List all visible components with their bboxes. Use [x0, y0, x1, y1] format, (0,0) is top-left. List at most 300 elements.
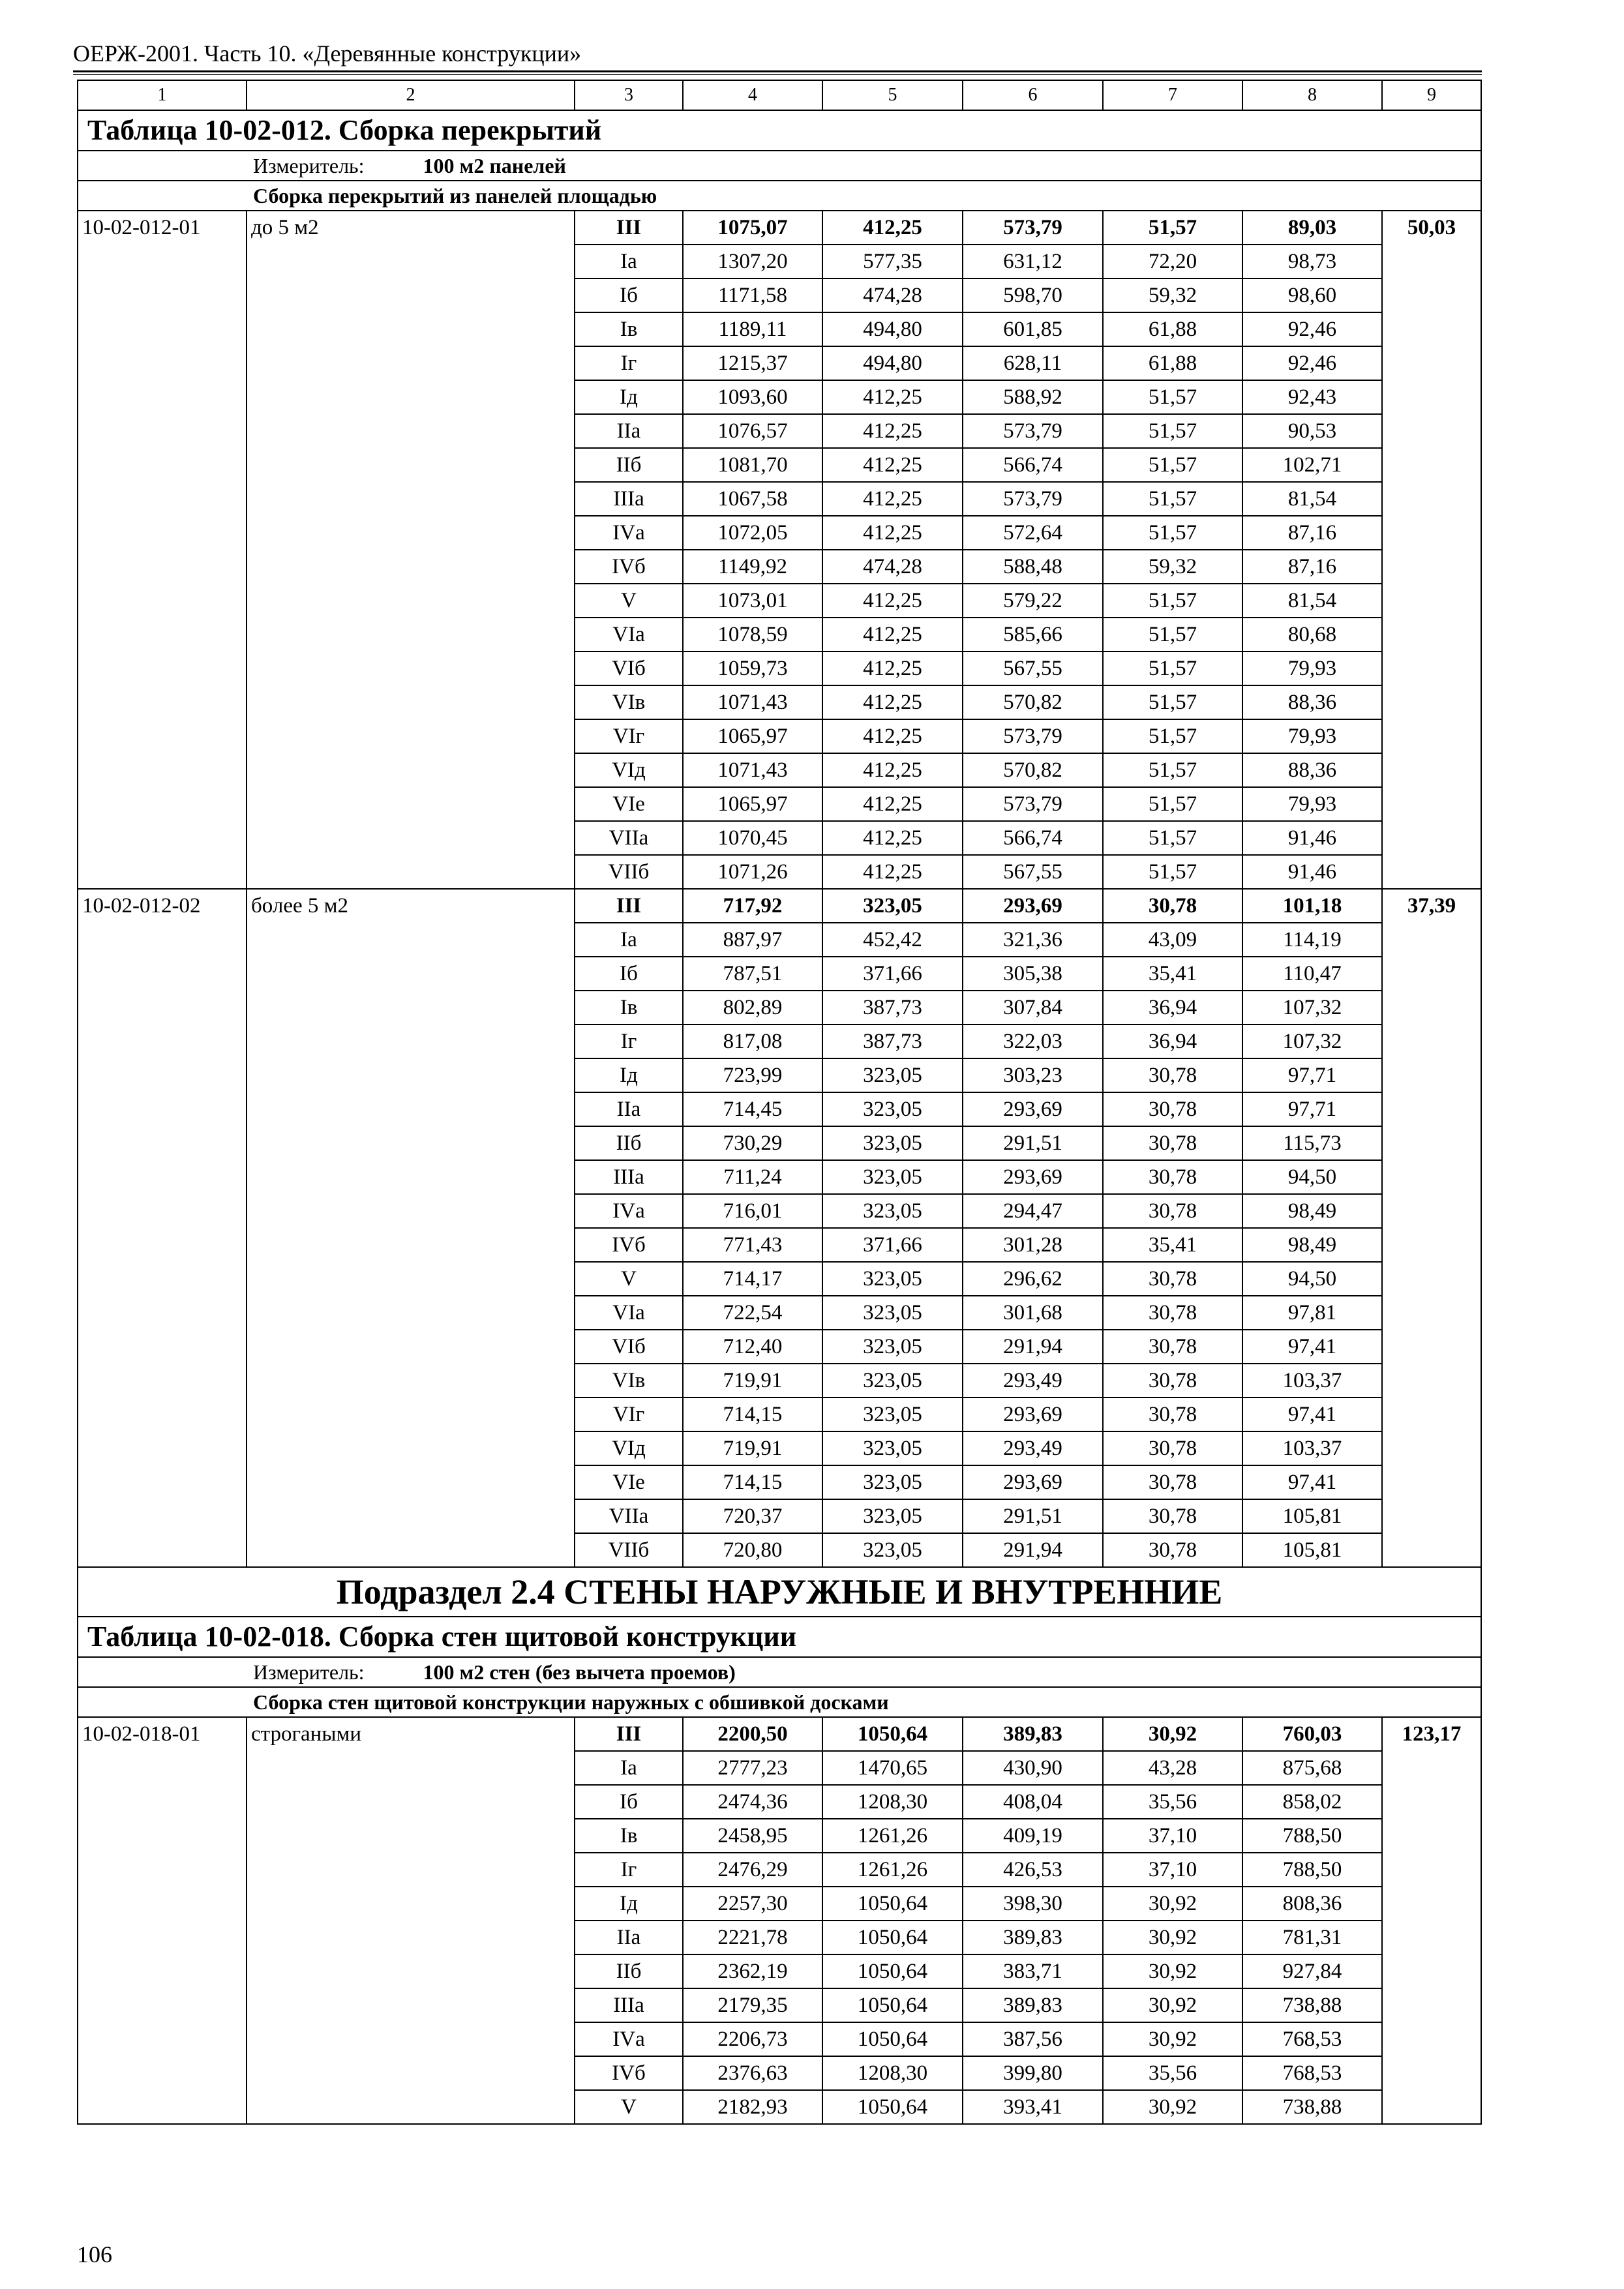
value-cell: 323,05 — [822, 1330, 963, 1364]
value-cell: 566,74 — [963, 821, 1103, 855]
value-cell: 1076,57 — [683, 414, 822, 448]
value-cell: 393,41 — [963, 2090, 1103, 2124]
value-cell: 1050,64 — [822, 2090, 963, 2124]
value-cell: 321,36 — [963, 923, 1103, 957]
value-cell: 103,37 — [1242, 1364, 1382, 1398]
value-cell: 35,41 — [1103, 1228, 1242, 1262]
value-cell: 97,41 — [1242, 1398, 1382, 1431]
rate-code: 10-02-018-01 — [78, 1717, 247, 2124]
zone-cell: IVа — [575, 1194, 683, 1228]
value-cell: 1050,64 — [822, 1954, 963, 1988]
value-cell: 51,57 — [1103, 584, 1242, 618]
value-cell: 97,71 — [1242, 1058, 1382, 1092]
value-cell: 631,12 — [963, 245, 1103, 278]
value-cell: 105,81 — [1242, 1533, 1382, 1567]
zone-cell: IVб — [575, 1228, 683, 1262]
value-cell: 2206,73 — [683, 2022, 822, 2056]
value-cell: 35,56 — [1103, 2056, 1242, 2090]
value-cell: 30,78 — [1103, 1126, 1242, 1160]
value-cell: 307,84 — [963, 991, 1103, 1025]
value-cell: 323,05 — [822, 1533, 963, 1567]
value-cell: 323,05 — [822, 1364, 963, 1398]
zone-cell: Iб — [575, 957, 683, 991]
value-cell: 430,90 — [963, 1751, 1103, 1785]
value-cell: 383,71 — [963, 1954, 1103, 1988]
zone-cell: Iд — [575, 1887, 683, 1921]
value-cell: 323,05 — [822, 1126, 963, 1160]
value-cell: 97,71 — [1242, 1092, 1382, 1126]
value-cell: 101,18 — [1242, 889, 1382, 923]
value-cell: 30,78 — [1103, 1296, 1242, 1330]
value-cell: 412,25 — [822, 753, 963, 787]
value-cell: 1073,01 — [683, 584, 822, 618]
value-cell: 305,38 — [963, 957, 1103, 991]
zone-cell: Iа — [575, 245, 683, 278]
value-cell: 1149,92 — [683, 550, 822, 584]
value-cell: 110,47 — [1242, 957, 1382, 991]
value-cell: 323,05 — [822, 1499, 963, 1533]
column-number: 8 — [1242, 80, 1382, 110]
col9-value: 37,39 — [1382, 889, 1481, 1567]
value-cell: 296,62 — [963, 1262, 1103, 1296]
value-cell: 570,82 — [963, 753, 1103, 787]
table-title: Таблица 10-02-012. Сборка перекрытий — [78, 110, 1481, 151]
value-cell: 322,03 — [963, 1025, 1103, 1058]
value-cell: 94,50 — [1242, 1262, 1382, 1296]
value-cell: 1050,64 — [822, 1921, 963, 1954]
header-rule-thin — [73, 74, 1482, 75]
value-cell: 59,32 — [1103, 550, 1242, 584]
value-cell: 787,51 — [683, 957, 822, 991]
value-cell: 293,69 — [963, 1160, 1103, 1194]
rate-name: более 5 м2 — [247, 889, 575, 1567]
zone-cell: VIIб — [575, 855, 683, 889]
value-cell: 452,42 — [822, 923, 963, 957]
value-cell: 2458,95 — [683, 1819, 822, 1853]
value-cell: 567,55 — [963, 855, 1103, 889]
value-cell: 720,37 — [683, 1499, 822, 1533]
value-cell: 1072,05 — [683, 516, 822, 550]
value-cell: 412,25 — [822, 651, 963, 685]
value-cell: 37,10 — [1103, 1819, 1242, 1853]
value-cell: 97,81 — [1242, 1296, 1382, 1330]
value-cell: 30,78 — [1103, 1533, 1242, 1567]
table-title: Таблица 10-02-018. Сборка стен щитовой конструкции — [78, 1617, 1481, 1657]
value-cell: 79,93 — [1242, 719, 1382, 753]
value-cell: 601,85 — [963, 312, 1103, 346]
table-row — [78, 889, 1481, 923]
value-cell: 398,30 — [963, 1887, 1103, 1921]
value-cell: 51,57 — [1103, 414, 1242, 448]
value-cell: 102,71 — [1242, 448, 1382, 482]
value-cell: 1065,97 — [683, 787, 822, 821]
zone-cell: VIб — [575, 651, 683, 685]
value-cell: 1067,58 — [683, 482, 822, 516]
value-cell: 412,25 — [822, 380, 963, 414]
value-cell: 97,41 — [1242, 1465, 1382, 1499]
value-cell: 412,25 — [822, 855, 963, 889]
value-cell: 80,68 — [1242, 618, 1382, 651]
value-cell: 714,45 — [683, 1092, 822, 1126]
value-cell: 323,05 — [822, 1092, 963, 1126]
value-cell: 323,05 — [822, 1465, 963, 1499]
value-cell: 412,25 — [822, 211, 963, 245]
value-cell: 98,73 — [1242, 245, 1382, 278]
value-cell: 412,25 — [822, 448, 963, 482]
value-cell: 2182,93 — [683, 2090, 822, 2124]
value-cell: 92,43 — [1242, 380, 1382, 414]
zone-cell: IVа — [575, 516, 683, 550]
value-cell: 412,25 — [822, 719, 963, 753]
value-cell: 426,53 — [963, 1853, 1103, 1887]
meter-row — [78, 151, 1481, 181]
value-cell: 887,97 — [683, 923, 822, 957]
value-cell: 389,83 — [963, 1717, 1103, 1751]
value-cell: 817,08 — [683, 1025, 822, 1058]
zone-cell: IVа — [575, 2022, 683, 2056]
value-cell: 474,28 — [822, 278, 963, 312]
value-cell: 81,54 — [1242, 584, 1382, 618]
zone-cell: Iв — [575, 991, 683, 1025]
value-cell: 1470,65 — [822, 1751, 963, 1785]
zone-cell: VIв — [575, 685, 683, 719]
value-cell: 573,79 — [963, 787, 1103, 821]
value-cell: 1215,37 — [683, 346, 822, 380]
value-cell: 717,92 — [683, 889, 822, 923]
value-cell: 30,78 — [1103, 1092, 1242, 1126]
value-cell: 61,88 — [1103, 312, 1242, 346]
page-number: 106 — [77, 2241, 112, 2267]
value-cell: 1070,45 — [683, 821, 822, 855]
value-cell: 35,56 — [1103, 1785, 1242, 1819]
value-cell: 301,68 — [963, 1296, 1103, 1330]
value-cell: 51,57 — [1103, 211, 1242, 245]
value-cell: 409,19 — [963, 1819, 1103, 1853]
value-cell: 1050,64 — [822, 2022, 963, 2056]
zone-cell: V — [575, 1262, 683, 1296]
value-cell: 293,49 — [963, 1431, 1103, 1465]
value-cell: 92,46 — [1242, 312, 1382, 346]
value-cell: 51,57 — [1103, 855, 1242, 889]
value-cell: 30,92 — [1103, 1988, 1242, 2022]
value-cell: 43,28 — [1103, 1751, 1242, 1785]
zone-cell: V — [575, 2090, 683, 2124]
value-cell: 494,80 — [822, 346, 963, 380]
zone-cell: Iд — [575, 380, 683, 414]
section-title: Подраздел 2.4 СТЕНЫ НАРУЖНЫЕ И ВНУТРЕННИЕ — [78, 1567, 1481, 1617]
value-cell: 291,51 — [963, 1499, 1103, 1533]
zone-cell: Iа — [575, 1751, 683, 1785]
value-cell: 1071,43 — [683, 753, 822, 787]
col9-value: 50,03 — [1382, 211, 1481, 889]
value-cell: 567,55 — [963, 651, 1103, 685]
value-cell: 730,29 — [683, 1126, 822, 1160]
column-number: 7 — [1103, 80, 1242, 110]
value-cell: 51,57 — [1103, 482, 1242, 516]
value-cell: 573,79 — [963, 719, 1103, 753]
column-number: 4 — [683, 80, 822, 110]
value-cell: 387,56 — [963, 2022, 1103, 2056]
value-cell: 293,69 — [963, 1465, 1103, 1499]
zone-cell: Iг — [575, 1853, 683, 1887]
zone-cell: IIа — [575, 414, 683, 448]
table-row — [78, 211, 1481, 245]
value-cell: 293,49 — [963, 1364, 1103, 1398]
value-cell: 72,20 — [1103, 245, 1242, 278]
value-cell: 2476,29 — [683, 1853, 822, 1887]
value-cell: 494,80 — [822, 312, 963, 346]
value-cell: 371,66 — [822, 1228, 963, 1262]
column-number: 5 — [822, 80, 963, 110]
zone-cell: IIIа — [575, 1160, 683, 1194]
value-cell: 51,57 — [1103, 685, 1242, 719]
value-cell: 387,73 — [822, 1025, 963, 1058]
value-cell: 760,03 — [1242, 1717, 1382, 1751]
value-cell: 711,24 — [683, 1160, 822, 1194]
value-cell: 87,16 — [1242, 516, 1382, 550]
zone-cell: III — [575, 211, 683, 245]
value-cell: 294,47 — [963, 1194, 1103, 1228]
value-cell: 412,25 — [822, 685, 963, 719]
value-cell: 875,68 — [1242, 1751, 1382, 1785]
value-cell: 43,09 — [1103, 923, 1242, 957]
value-cell: 412,25 — [822, 584, 963, 618]
zone-cell: Iв — [575, 312, 683, 346]
value-cell: 588,92 — [963, 380, 1103, 414]
value-cell: 81,54 — [1242, 482, 1382, 516]
value-cell: 1171,58 — [683, 278, 822, 312]
value-cell: 412,25 — [822, 414, 963, 448]
value-cell: 30,92 — [1103, 1954, 1242, 1988]
value-cell: 293,69 — [963, 1398, 1103, 1431]
meter-row — [78, 1657, 1481, 1687]
value-cell: 30,78 — [1103, 1058, 1242, 1092]
value-cell: 387,73 — [822, 991, 963, 1025]
meter-value: 100 м2 стен (без вычета проемов) — [423, 1660, 736, 1684]
value-cell: 598,70 — [963, 278, 1103, 312]
value-cell: 51,57 — [1103, 753, 1242, 787]
value-cell: 36,94 — [1103, 991, 1242, 1025]
value-cell: 51,57 — [1103, 821, 1242, 855]
value-cell: 573,79 — [963, 482, 1103, 516]
value-cell: 723,99 — [683, 1058, 822, 1092]
value-cell: 788,50 — [1242, 1853, 1382, 1887]
zone-cell: IVб — [575, 550, 683, 584]
rate-code: 10-02-012-01 — [78, 211, 247, 889]
value-cell: 51,57 — [1103, 787, 1242, 821]
zone-cell: IIб — [575, 1954, 683, 1988]
value-cell: 1093,60 — [683, 380, 822, 414]
value-cell: 585,66 — [963, 618, 1103, 651]
value-cell: 114,19 — [1242, 923, 1382, 957]
value-cell: 1208,30 — [822, 2056, 963, 2090]
value-cell: 566,74 — [963, 448, 1103, 482]
value-cell: 51,57 — [1103, 719, 1242, 753]
zone-cell: III — [575, 1717, 683, 1751]
value-cell: 291,94 — [963, 1533, 1103, 1567]
value-cell: 51,57 — [1103, 516, 1242, 550]
value-cell: 1078,59 — [683, 618, 822, 651]
zone-cell: VIIа — [575, 821, 683, 855]
value-cell: 323,05 — [822, 1058, 963, 1092]
value-cell: 323,05 — [822, 1431, 963, 1465]
value-cell: 719,91 — [683, 1431, 822, 1465]
zone-cell: Iа — [575, 923, 683, 957]
zone-cell: VIг — [575, 1398, 683, 1431]
value-cell: 722,54 — [683, 1296, 822, 1330]
meter-label: Измеритель: — [253, 154, 365, 177]
value-cell: 30,92 — [1103, 2022, 1242, 2056]
value-cell: 92,46 — [1242, 346, 1382, 380]
zone-cell: IIа — [575, 1092, 683, 1126]
value-cell: 719,91 — [683, 1364, 822, 1398]
value-cell: 51,57 — [1103, 651, 1242, 685]
value-cell: 2179,35 — [683, 1988, 822, 2022]
value-cell: 1307,20 — [683, 245, 822, 278]
zone-cell: Iг — [575, 346, 683, 380]
zone-cell: V — [575, 584, 683, 618]
value-cell: 30,78 — [1103, 1431, 1242, 1465]
value-cell: 88,36 — [1242, 685, 1382, 719]
zone-cell: VIIа — [575, 1499, 683, 1533]
page-header: ОЕРЖ-2001. Часть 10. «Деревянные конструкции» — [73, 40, 582, 67]
value-cell: 323,05 — [822, 1262, 963, 1296]
zone-cell: IIIа — [575, 1988, 683, 2022]
value-cell: 91,46 — [1242, 821, 1382, 855]
value-cell: 30,78 — [1103, 1364, 1242, 1398]
value-cell: 1050,64 — [822, 1717, 963, 1751]
value-cell: 91,46 — [1242, 855, 1382, 889]
value-cell: 1050,64 — [822, 1988, 963, 2022]
value-cell: 291,94 — [963, 1330, 1103, 1364]
value-cell: 412,25 — [822, 787, 963, 821]
zone-cell: IIIа — [575, 482, 683, 516]
value-cell: 98,49 — [1242, 1194, 1382, 1228]
zone-cell: VIе — [575, 1465, 683, 1499]
value-cell: 30,92 — [1103, 1887, 1242, 1921]
value-cell: 2257,30 — [683, 1887, 822, 1921]
value-cell: 87,16 — [1242, 550, 1382, 584]
value-cell: 412,25 — [822, 516, 963, 550]
value-cell: 105,81 — [1242, 1499, 1382, 1533]
column-number-row — [78, 80, 1481, 110]
value-cell: 98,49 — [1242, 1228, 1382, 1262]
zone-cell: Iв — [575, 1819, 683, 1853]
value-cell: 2362,19 — [683, 1954, 822, 1988]
col9-value: 123,17 — [1382, 1717, 1481, 2124]
table-subtitle: Сборка перекрытий из панелей площадью — [78, 181, 1481, 211]
value-cell: 714,15 — [683, 1465, 822, 1499]
value-cell: 927,84 — [1242, 1954, 1382, 1988]
value-cell: 303,23 — [963, 1058, 1103, 1092]
value-cell: 2221,78 — [683, 1921, 822, 1954]
subtitle-row — [78, 181, 1481, 211]
value-cell: 858,02 — [1242, 1785, 1382, 1819]
value-cell: 30,92 — [1103, 2090, 1242, 2124]
value-cell: 1071,26 — [683, 855, 822, 889]
value-cell: 2376,63 — [683, 2056, 822, 2090]
value-cell: 1059,73 — [683, 651, 822, 685]
value-cell: 37,10 — [1103, 1853, 1242, 1887]
value-cell: 291,51 — [963, 1126, 1103, 1160]
value-cell: 720,80 — [683, 1533, 822, 1567]
zone-cell: III — [575, 889, 683, 923]
value-cell: 802,89 — [683, 991, 822, 1025]
column-number: 3 — [575, 80, 683, 110]
value-cell: 579,22 — [963, 584, 1103, 618]
zone-cell: VIIб — [575, 1533, 683, 1567]
value-cell: 573,79 — [963, 211, 1103, 245]
value-cell: 30,78 — [1103, 889, 1242, 923]
zone-cell: VIд — [575, 753, 683, 787]
value-cell: 768,53 — [1242, 2056, 1382, 2090]
value-cell: 94,50 — [1242, 1160, 1382, 1194]
meter-cell — [78, 1657, 1481, 1687]
column-number: 6 — [963, 80, 1103, 110]
value-cell: 781,31 — [1242, 1921, 1382, 1954]
value-cell: 51,57 — [1103, 380, 1242, 414]
column-number: 2 — [247, 80, 575, 110]
value-cell: 1081,70 — [683, 448, 822, 482]
subtitle-row — [78, 1687, 1481, 1717]
value-cell: 103,37 — [1242, 1431, 1382, 1465]
value-cell: 1261,26 — [822, 1853, 963, 1887]
meter-cell — [78, 151, 1481, 181]
value-cell: 30,78 — [1103, 1160, 1242, 1194]
value-cell: 30,92 — [1103, 1717, 1242, 1751]
value-cell: 30,78 — [1103, 1499, 1242, 1533]
value-cell: 412,25 — [822, 482, 963, 516]
zone-cell: VIб — [575, 1330, 683, 1364]
zone-cell: Iб — [575, 1785, 683, 1819]
meter-value: 100 м2 панелей — [423, 154, 566, 177]
value-cell: 323,05 — [822, 1398, 963, 1431]
value-cell: 301,28 — [963, 1228, 1103, 1262]
value-cell: 1071,43 — [683, 685, 822, 719]
value-cell: 768,53 — [1242, 2022, 1382, 2056]
value-cell: 712,40 — [683, 1330, 822, 1364]
value-cell: 89,03 — [1242, 211, 1382, 245]
value-cell: 716,01 — [683, 1194, 822, 1228]
value-cell: 30,92 — [1103, 1921, 1242, 1954]
value-cell: 771,43 — [683, 1228, 822, 1262]
rate-name: до 5 м2 — [247, 211, 575, 889]
value-cell: 61,88 — [1103, 346, 1242, 380]
price-table — [77, 80, 1482, 2125]
value-cell: 98,60 — [1242, 278, 1382, 312]
value-cell: 399,80 — [963, 2056, 1103, 2090]
value-cell: 293,69 — [963, 1092, 1103, 1126]
meter-label: Измеритель: — [253, 1660, 365, 1684]
value-cell: 59,32 — [1103, 278, 1242, 312]
value-cell: 30,78 — [1103, 1330, 1242, 1364]
column-number: 1 — [78, 80, 247, 110]
value-cell: 97,41 — [1242, 1330, 1382, 1364]
zone-cell: IIа — [575, 1921, 683, 1954]
zone-cell: IVб — [575, 2056, 683, 2090]
value-cell: 389,83 — [963, 1988, 1103, 2022]
rate-code: 10-02-012-02 — [78, 889, 247, 1567]
value-cell: 412,25 — [822, 821, 963, 855]
value-cell: 2200,50 — [683, 1717, 822, 1751]
value-cell: 1065,97 — [683, 719, 822, 753]
value-cell: 30,78 — [1103, 1398, 1242, 1431]
zone-cell: VIд — [575, 1431, 683, 1465]
table-row — [78, 1717, 1481, 1751]
table-subtitle: Сборка стен щитовой конструкции наружных с обшивкой досками — [78, 1687, 1481, 1717]
value-cell: 1261,26 — [822, 1819, 963, 1853]
value-cell: 572,64 — [963, 516, 1103, 550]
